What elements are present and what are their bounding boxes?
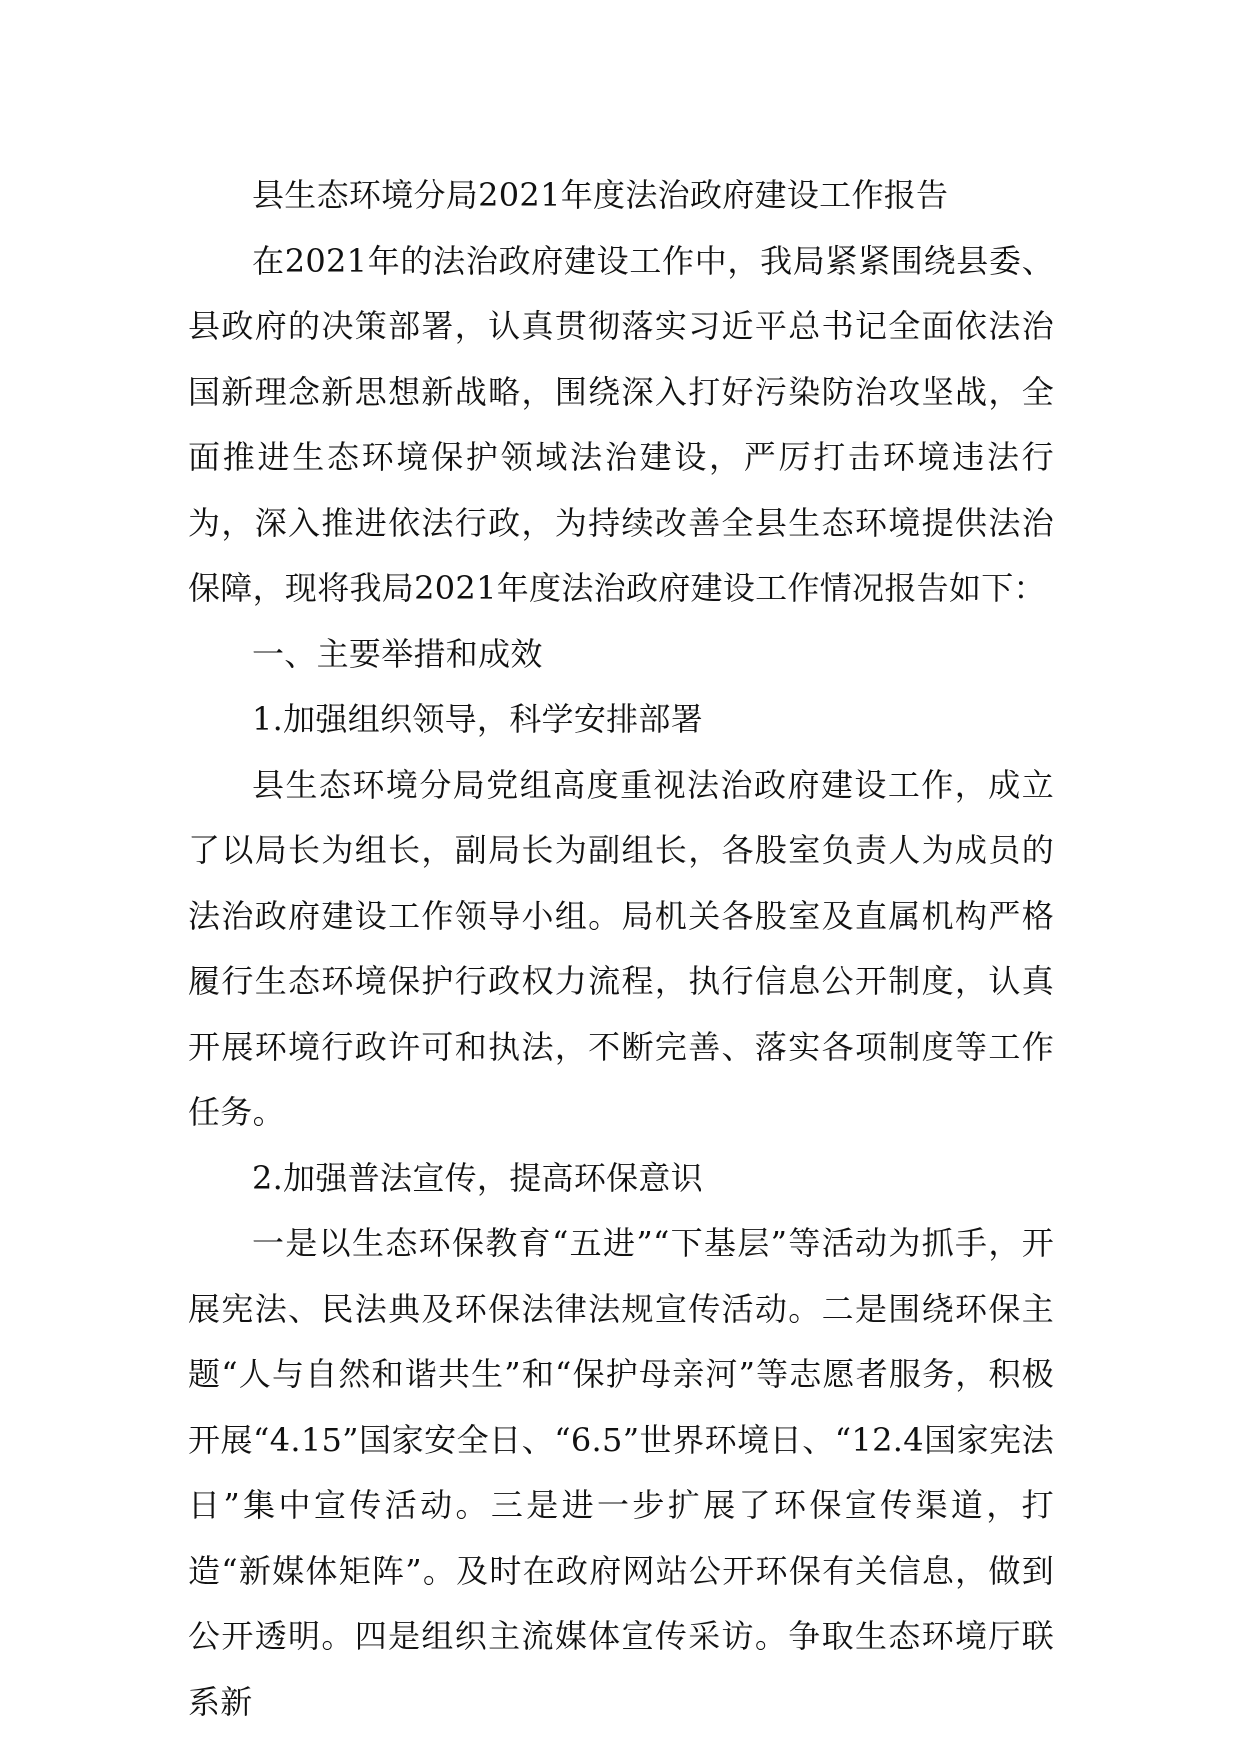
document-title: 县生态环境分局2021年度法治政府建设工作报告 (252, 176, 949, 214)
body-paragraph: 一是以生态环保教育“五进”“下基层”等活动为抓手，开展宪法、民法典及环保法律法规宣传活动。二是围绕环保主题“人与自然和谐共生”和“保护母亲河”等志愿者服务，积极开展“4.15”国家安全日、“6.5”世界环境日、“12.4国家宪法日”集中宣传活动。三是进一步扩展了环保宣传渠道，打造“新媒体矩阵”。及时在政府网站公开环保有关信息，做到公开透明。四是组织主流媒体宣传采访。争取生态环境厅联系新 (188, 1224, 1054, 1721)
section-heading: 一、主要举措和成效 (252, 634, 543, 673)
document-page (188, 163, 1054, 1735)
intro-paragraph: 在2021年的法治政府建设工作中，我局紧紧围绕县委、县政府的决策部署，认真贯彻落实习近平总书记全面依法治国新理念新思想新战略，围绕深入打好污染防治攻坚战，全面推进生态环境保护领域法治建设，严厉打击环境违法行为，深入推进依法行政，为持续改善全县生态环境提供法治保障，现将我局2021年度法治政府建设工作情况报告如下： (188, 241, 1054, 607)
body-paragraph: 县生态环境分局党组高度重视法治政府建设工作，成立了以局长为组长，副局长为副组长，各股室负责人为成员的法治政府建设工作领导小组。局机关各股室及直属机构严格履行生态环境保护行政权力流程，执行信息公开制度，认真开展环境行政许可和执法，不断完善、落实各项制度等工作任务。 (188, 765, 1054, 1131)
subsection-heading: 2.加强普法宣传，提高环保意识 (252, 1158, 704, 1197)
subsection-heading: 1.加强组织领导，科学安排部署 (252, 700, 704, 738)
